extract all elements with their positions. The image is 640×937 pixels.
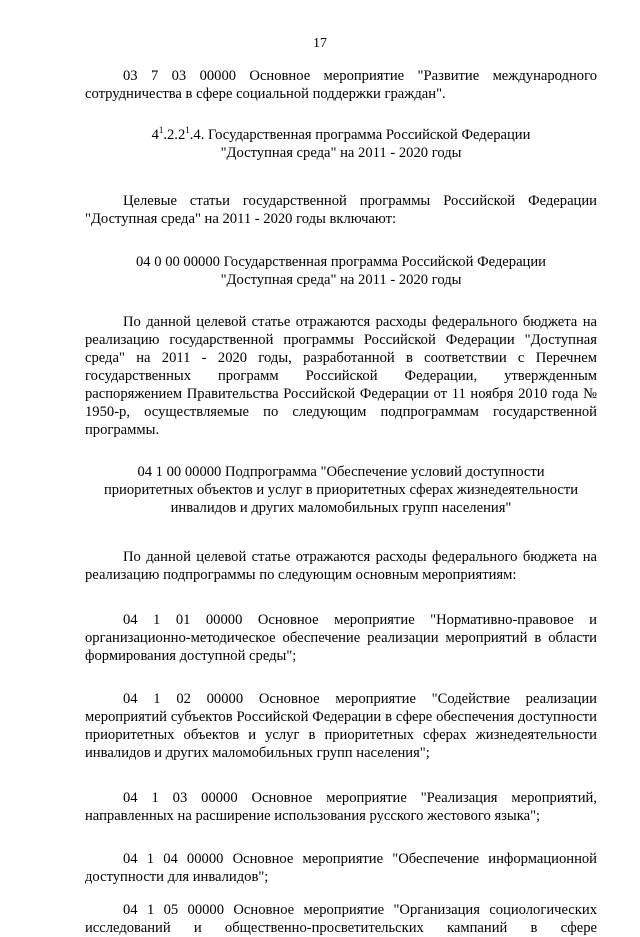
paragraph-target-articles: Целевые статьи государственной программы Российской Федерации "Доступная среда" на 2011 - 2020 годы включают: — [85, 193, 597, 227]
page-number: 17 — [313, 36, 327, 51]
program-heading — [85, 253, 597, 289]
paragraph-measure-04-1-04: 04 1 04 00000 Основное мероприятие "Обеспечение информационной доступности для инвалидов"; — [85, 851, 597, 885]
paragraph-international-cooperation: 03 7 03 00000 Основное мероприятие "Развитие международного сотрудничества в сфере социальной поддержки граждан". — [85, 68, 597, 102]
subprogram-heading-line2: приоритетных объектов и услуг в приоритетных сферах жизнедеятельности — [103, 482, 579, 498]
subprogram-heading-line3: инвалидов и других маломобильных групп населения" — [170, 500, 512, 516]
paragraph-measure-04-1-02: 04 1 02 00000 Основное мероприятие "Содействие реализации мероприятий субъектов Российской Федерации в сфере обеспечения доступности приоритетных объектов и услуг в приоритетных сферах жизнедеятельности инвалидов и других маломобильных групп населения"; — [85, 691, 597, 761]
paragraph-measure-04-1-03: 04 1 03 00000 Основное мероприятие "Реализация мероприятий, направленных на расширение использования русского жестового языка"; — [85, 790, 597, 824]
section-heading — [85, 126, 597, 162]
program-heading-line1: 04 0 00 00000 Государственная программа Российской Федерации — [136, 254, 546, 270]
section-heading-line1: $4^1.2.2^1.4$. Государственная программа Российской Федерации — [151, 125, 531, 143]
subprogram-heading-line1: 04 1 00 00000 Подпрограмма "Обеспечение условий доступности — [137, 464, 545, 480]
section-heading-line2: "Доступная среда" на 2011 - 2020 годы — [220, 145, 462, 161]
paragraph-measure-04-1-05: 04 1 05 00000 Основное мероприятие "Организация социологических исследований и общественно-просветительских кампаний в сфере — [85, 902, 597, 936]
document-body — [85, 67, 597, 937]
paragraph-subprogram-expenses: По данной целевой статье отражаются расходы федерального бюджета на реализацию подпрограммы по следующим основным мероприятиям: — [85, 549, 597, 583]
paragraph-program-expenses: По данной целевой статье отражаются расходы федерального бюджета на реализацию государственной программы Российской Федерации "Доступная среда" на 2011 - 2020 годы, разработанной в соответствии с Перечнем государственных программ Российской Федерации, утвержденным распоряжением Правительства Российской Федерации от 11 ноября 2010 года № 1950-р, осуществляемые по следующим подпрограммам государственной программы. — [85, 314, 597, 438]
subprogram-heading — [85, 463, 597, 517]
paragraph-measure-04-1-01: 04 1 01 00000 Основное мероприятие "Нормативно-правовое и организационно-методическое обеспечение реализации мероприятий в области формирования доступной среды"; — [85, 612, 597, 664]
program-heading-line2: "Доступная среда" на 2011 - 2020 годы — [220, 272, 462, 288]
